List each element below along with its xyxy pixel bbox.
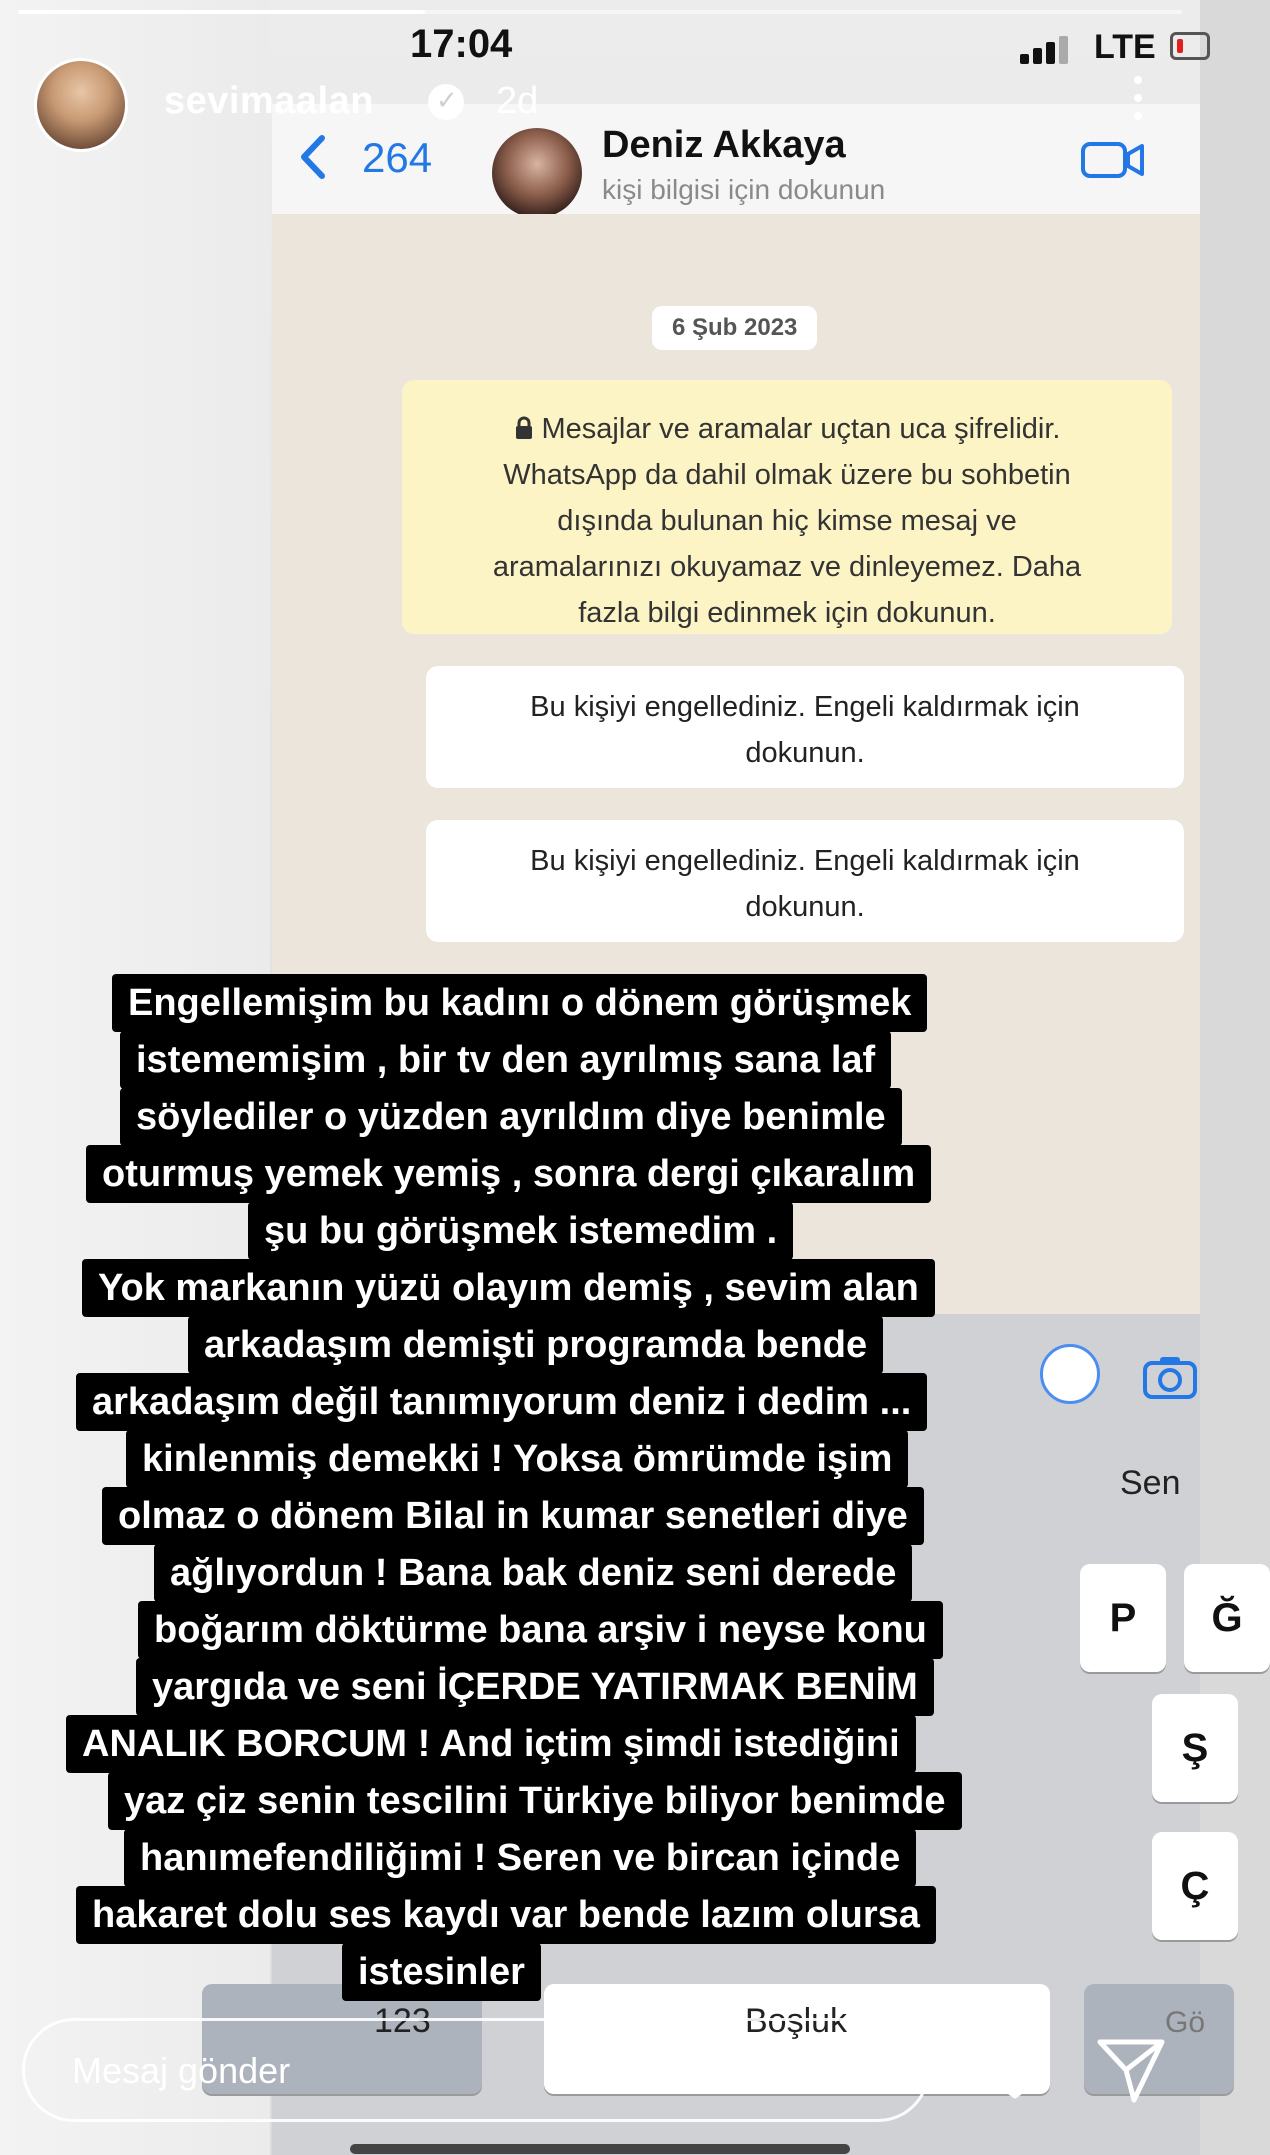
- story-username[interactable]: sevimaalan: [164, 80, 374, 122]
- key-g-breve[interactable]: Ğ: [1184, 1564, 1270, 1672]
- overlay-text-line: yargıda ve seni İÇERDE YATIRMAK BENİM: [136, 1658, 934, 1716]
- overlay-text-line: kinlenmiş demekki ! Yoksa ömrümde işim: [126, 1430, 908, 1488]
- overlay-text-line: hakaret dolu ses kaydı var bende lazım olursa: [76, 1886, 936, 1944]
- overlay-text-line: arkadaşım değil tanımıyorum deniz i dedim ...: [76, 1373, 927, 1431]
- send-icon[interactable]: [1096, 2036, 1166, 2104]
- encryption-notice-line: aramalarınızı okuyamaz ve dinleyemez. Daha: [492, 551, 1082, 583]
- more-icon[interactable]: [1132, 76, 1144, 128]
- reply-placeholder: Mesaj gönder: [72, 2050, 291, 2091]
- lock-icon: [514, 416, 534, 440]
- overlay-text-line: Yok markanın yüzü olayım demiş , sevim alan: [82, 1259, 935, 1317]
- overlay-text-line: Engellemişim bu kadını o dönem görüşmek: [112, 974, 927, 1032]
- back-chevron-icon[interactable]: [298, 134, 328, 180]
- key-c-cedilla[interactable]: Ç: [1152, 1832, 1238, 1940]
- verified-icon: [428, 84, 464, 120]
- date-chip: 6 Şub 2023: [652, 306, 817, 350]
- key-go-label: Gö: [1165, 2006, 1206, 2039]
- overlay-text-line: olmaz o dönem Bilal in kumar senetleri diye: [102, 1487, 924, 1545]
- key-p[interactable]: P: [1080, 1564, 1166, 1672]
- key-numbers-label: 123: [374, 2002, 431, 2040]
- signal-icon: [1020, 34, 1080, 64]
- heart-icon[interactable]: [980, 2040, 1050, 2102]
- battery-icon: [1170, 32, 1210, 60]
- camera-icon[interactable]: [1142, 1354, 1198, 1400]
- overlay-text-line: oturmuş yemek yemiş , sonra dergi çıkaralım: [86, 1145, 931, 1203]
- blocked-contact-message[interactable]: [426, 666, 1184, 788]
- overlay-text-line: ANALIK BORCUM ! And içtim şimdi istediğini: [66, 1715, 916, 1773]
- contact-name[interactable]: Deniz Akkaya: [602, 124, 846, 166]
- blocked-message-line: dokunun.: [745, 891, 865, 923]
- overlay-text-line: istememişim , bir tv den ayrılmış sana laf: [120, 1031, 891, 1089]
- contact-subtitle[interactable]: kişi bilgisi için dokunun: [602, 174, 886, 205]
- keyboard-suggestion[interactable]: Sen: [1120, 1464, 1181, 1502]
- overlay-text-line: yaz çiz senin tescilini Türkiye biliyor benimde: [108, 1772, 962, 1830]
- overlay-text-line: şu bu görüşmek istemedim .: [248, 1202, 793, 1260]
- overlay-text-line: hanımefendiliğimi ! Seren ve bircan içinde: [124, 1829, 916, 1887]
- blocked-message-line: dokunun.: [745, 737, 865, 769]
- story-avatar[interactable]: [34, 58, 128, 152]
- status-time: 17:04: [410, 22, 513, 66]
- sticker-button[interactable]: [1040, 1344, 1100, 1404]
- overlay-text-line: istesinler: [342, 1943, 541, 2001]
- overlay-text-line: söylediler o yüzden ayrıldım diye benimle: [120, 1088, 902, 1146]
- home-indicator: [350, 2144, 850, 2154]
- encryption-notice-line: WhatsApp da dahil olmak üzere bu sohbetin: [503, 459, 1071, 491]
- back-count[interactable]: 264: [362, 134, 433, 181]
- key-space-label: Boşluk: [745, 2002, 848, 2040]
- encryption-notice[interactable]: [402, 380, 1172, 634]
- overlay-text-line: arkadaşım demişti programda bende: [188, 1316, 883, 1374]
- encryption-notice-line: fazla bilgi edinmek için dokunun.: [578, 597, 996, 629]
- story-progress-bar: [18, 10, 1182, 14]
- overlay-text-line: boğarım döktürme bana arşiv i neyse konu: [138, 1601, 943, 1659]
- encryption-notice-line: Mesajlar ve aramalar uçtan uca şifrelidir.: [424, 406, 1150, 452]
- blocked-contact-message[interactable]: [426, 820, 1184, 942]
- key-s-cedilla[interactable]: Ş: [1152, 1694, 1238, 1802]
- chat-header: [272, 104, 1200, 214]
- blocked-message-line: Bu kişiyi engellediniz. Engeli kaldırmak için: [530, 845, 1080, 877]
- blocked-message-line: Bu kişiyi engellediniz. Engeli kaldırmak için: [530, 691, 1080, 723]
- overlay-text-line: ağlıyordun ! Bana bak deniz seni derede: [154, 1544, 912, 1602]
- network-type: LTE: [1094, 28, 1156, 66]
- story-age: 2d: [496, 80, 539, 122]
- contact-avatar[interactable]: [492, 128, 582, 218]
- video-call-icon[interactable]: [1080, 138, 1146, 182]
- encryption-notice-line: dışında bulunan hiç kimse mesaj ve: [557, 505, 1017, 537]
- story-progress-fill: [18, 10, 425, 14]
